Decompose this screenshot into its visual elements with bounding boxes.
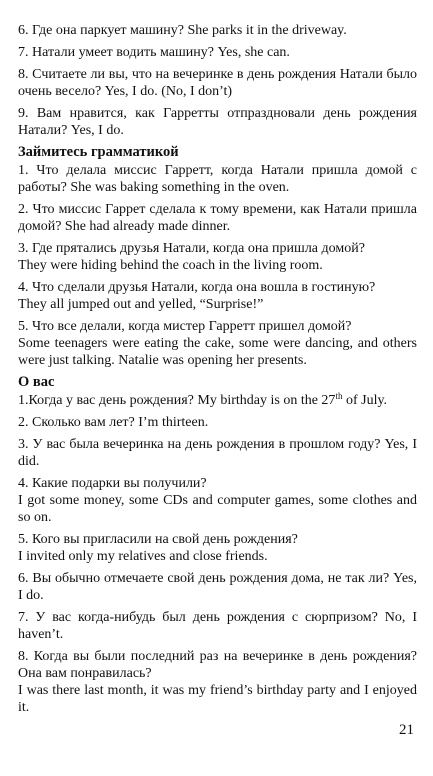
- grammar-item-1: 1. Что делала миссис Гарретт, когда Натали пришла домой с работы? She was baking something in the oven.: [18, 163, 417, 195]
- about-item-1-text: 1.Когда у вас день рождения? My birthday is on the 27: [18, 393, 336, 408]
- about-item-2: 2. Сколько вам лет? I’m thirteen.: [18, 415, 209, 430]
- top-item-6: 6. Где она паркует машину? She parks it in the driveway.: [18, 23, 347, 38]
- about-item-3: 3. У вас была вечеринка на день рождения в прошлом году? Yes, I did.: [18, 437, 417, 469]
- grammar-heading: Займитесь грамматикой: [18, 144, 179, 160]
- grammar-item-5: [18, 318, 417, 369]
- page-number: 21: [399, 722, 414, 738]
- about-item-6: 6. Вы обычно отмечаете свой день рождения дома, не так ли? Yes, I do.: [18, 571, 417, 603]
- about-item-8: [18, 648, 417, 716]
- about-item-7: 7. У вас когда-нибудь был день рождения с сюрпризом? No, I haven’t.: [18, 610, 417, 642]
- grammar-item-5-question: 5. Что все делали, когда мистер Гарретт пришел домой?: [18, 319, 352, 334]
- grammar-item-3-question: 3. Где прятались друзья Натали, когда она пришла домой?: [18, 241, 365, 256]
- grammar-item-3: [18, 240, 417, 274]
- top-item-9: 9. Вам нравится, как Гарретты отпраздновали день рождения Натали? Yes, I do.: [18, 106, 417, 138]
- grammar-item-5-answer: Some teenagers were eating the cake, some were dancing, and others were just talking. Natalie was opening her presents.: [18, 336, 417, 368]
- about-item-5-question: 5. Кого вы пригласили на свой день рождения?: [18, 532, 298, 547]
- grammar-item-3-answer: They were hiding behind the coach in the living room.: [18, 258, 323, 273]
- page-body: [18, 22, 417, 721]
- about-item-8-answer: I was there last month, it was my friend’s birthday party and I enjoyed it.: [18, 683, 417, 715]
- about-item-5: [18, 531, 417, 565]
- grammar-item-4-answer: They all jumped out and yelled, “Surprise!”: [18, 297, 264, 312]
- top-item-7: 7. Натали умеет водить машину? Yes, she can.: [18, 45, 290, 60]
- grammar-item-2: 2. Что миссис Гаррет сделала к тому времени, как Натали пришла домой? She had already made dinner.: [18, 202, 417, 234]
- about-item-5-answer: I invited only my relatives and close friends.: [18, 549, 268, 564]
- ordinal-suffix: th: [335, 391, 343, 401]
- about-item-4-question: 4. Какие подарки вы получили?: [18, 476, 207, 491]
- grammar-item-4-question: 4. Что сделали друзья Натали, когда она вошла в гостиную?: [18, 280, 376, 295]
- about-item-4: [18, 475, 417, 526]
- top-item-8: 8. Считаете ли вы, что на вечеринке в день рождения Натали было очень весело? Yes, I do. (No, I don’t): [18, 67, 417, 99]
- grammar-item-4: [18, 279, 417, 313]
- about-item-1: [18, 392, 417, 409]
- about-item-4-answer: I got some money, some CDs and computer games, some clothes and so on.: [18, 493, 417, 525]
- about-item-8-question: 8. Когда вы были последний раз на вечеринке в день рождения? Она вам понравилась?: [18, 649, 417, 681]
- about-item-1-text-end: of July.: [342, 393, 388, 408]
- about-heading: О вас: [18, 374, 55, 390]
